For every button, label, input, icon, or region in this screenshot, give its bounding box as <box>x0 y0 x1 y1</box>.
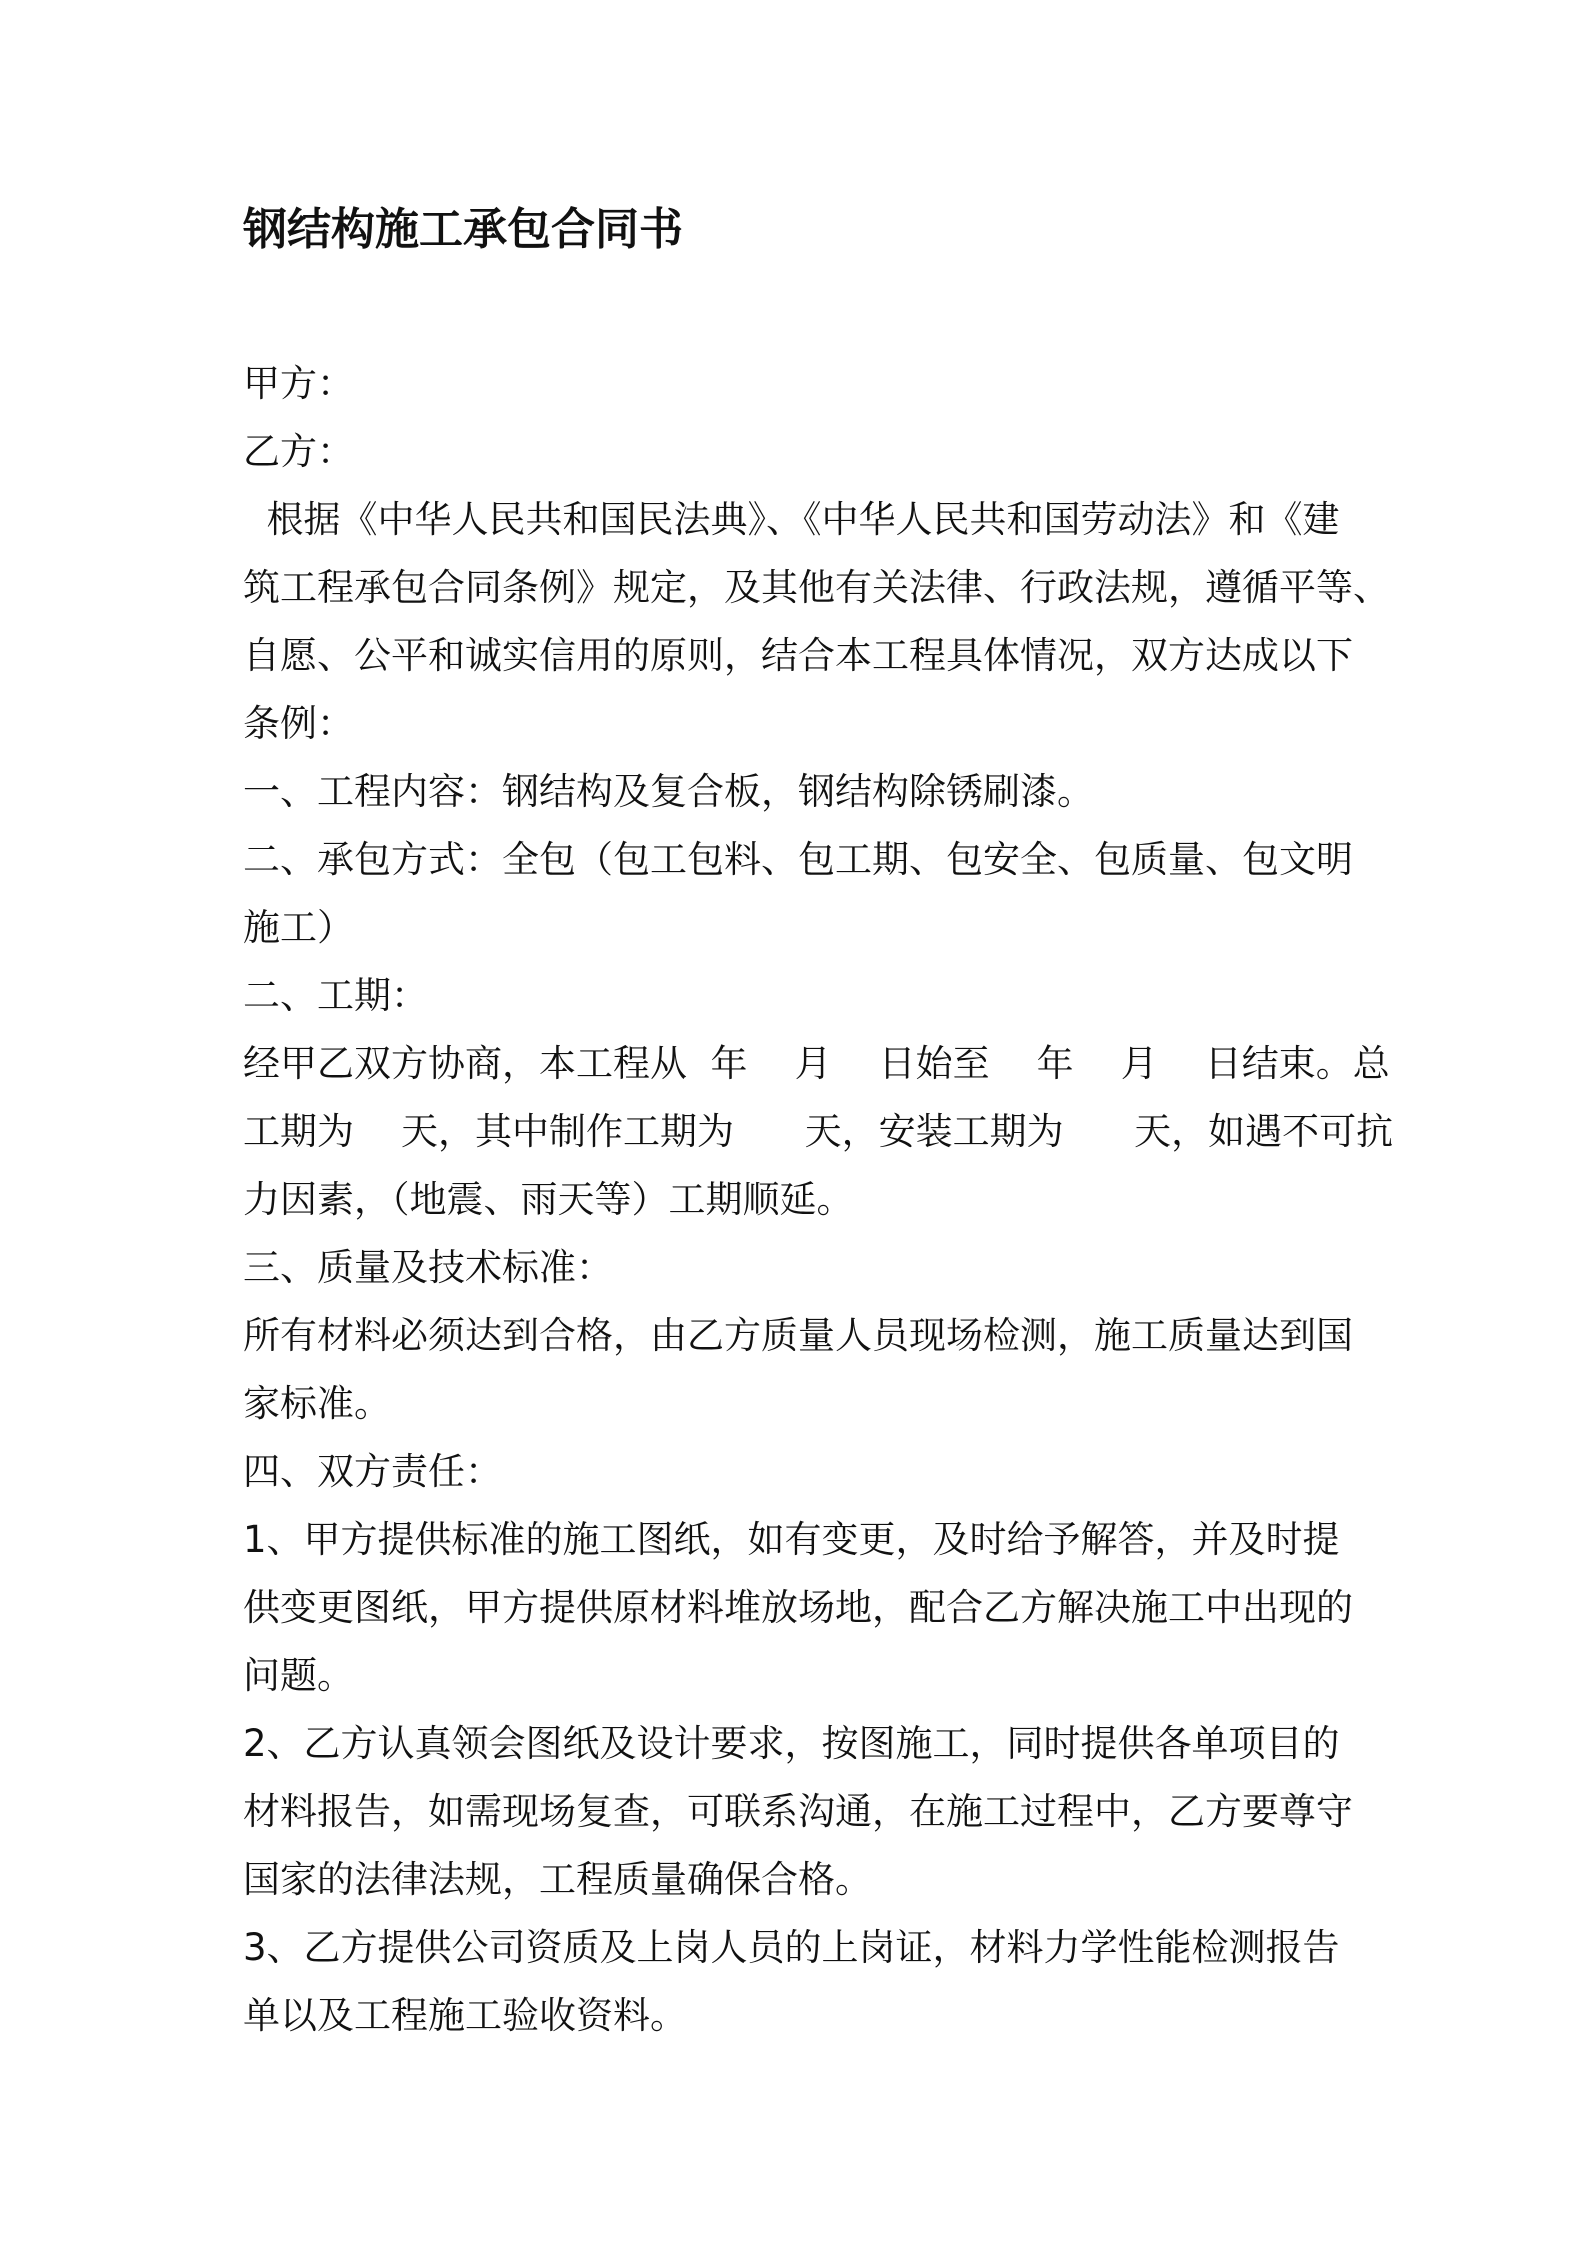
responsibility-item-3: 3、乙方提供公司资质及上岗人员的上岗证，材料力学性能检测报告 <box>243 1926 1340 1969</box>
clause-project-content: 一、工程内容：钢结构及复合板，钢结构除锈刷漆。 <box>243 770 1094 813</box>
preamble-line: 条例： <box>243 702 354 745</box>
responsibility-item-1: 1、甲方提供标准的施工图纸，如有变更，及时给予解答，并及时提 <box>243 1518 1340 1561</box>
preamble-line: 筑工程承包合同条例》规定，及其他有关法律、行政法规，遵循平等、 <box>243 566 1390 609</box>
clause-duration-text: 经甲乙双方协商，本工程从 年 月 日始至 年 月 日结束。总 <box>243 1042 1390 1085</box>
responsibility-item-1: 问题。 <box>243 1654 354 1697</box>
preamble-line: 自愿、公平和诚实信用的原则，结合本工程具体情况，双方达成以下 <box>243 634 1353 677</box>
clause-duration-text: 力因素，（地震、雨天等）工期顺延。 <box>243 1178 854 1221</box>
clause-quality-text: 家标准。 <box>243 1382 391 1425</box>
clause-quality-text: 所有材料必须达到合格，由乙方质量人员现场检测，施工质量达到国 <box>243 1314 1353 1357</box>
clause-responsibility-heading: 四、双方责任： <box>243 1450 502 1493</box>
responsibility-item-1: 供变更图纸，甲方提供原材料堆放场地，配合乙方解决施工中出现的 <box>243 1586 1353 1629</box>
clause-quality-heading: 三、质量及技术标准： <box>243 1246 613 1289</box>
responsibility-item-3: 单以及工程施工验收资料。 <box>243 1994 687 2037</box>
party-a-line: 甲方： <box>243 362 354 405</box>
party-b-line: 乙方： <box>243 430 354 473</box>
document-body <box>243 350 1394 2050</box>
clause-duration-text: 工期为 天，其中制作工期为 天，安装工期为 天，如遇不可抗 <box>243 1110 1394 1153</box>
clause-duration-heading: 二、工期： <box>243 974 428 1017</box>
clause-contract-method: 二、承包方式：全包（包工包料、包工期、包安全、包质量、包文明 <box>243 838 1353 881</box>
responsibility-item-2: 材料报告，如需现场复查，可联系沟通，在施工过程中，乙方要尊守 <box>243 1790 1353 1833</box>
clause-contract-method: 施工） <box>243 906 354 949</box>
preamble-line: 根据《中华人民共和国民法典》、《中华人民共和国劳动法》和《建 <box>243 498 1340 541</box>
document-title: 钢结构施工承包合同书 <box>243 204 683 255</box>
responsibility-item-2: 2、乙方认真领会图纸及设计要求，按图施工，同时提供各单项目的 <box>243 1722 1340 1765</box>
responsibility-item-2: 国家的法律法规，工程质量确保合格。 <box>243 1858 872 1901</box>
